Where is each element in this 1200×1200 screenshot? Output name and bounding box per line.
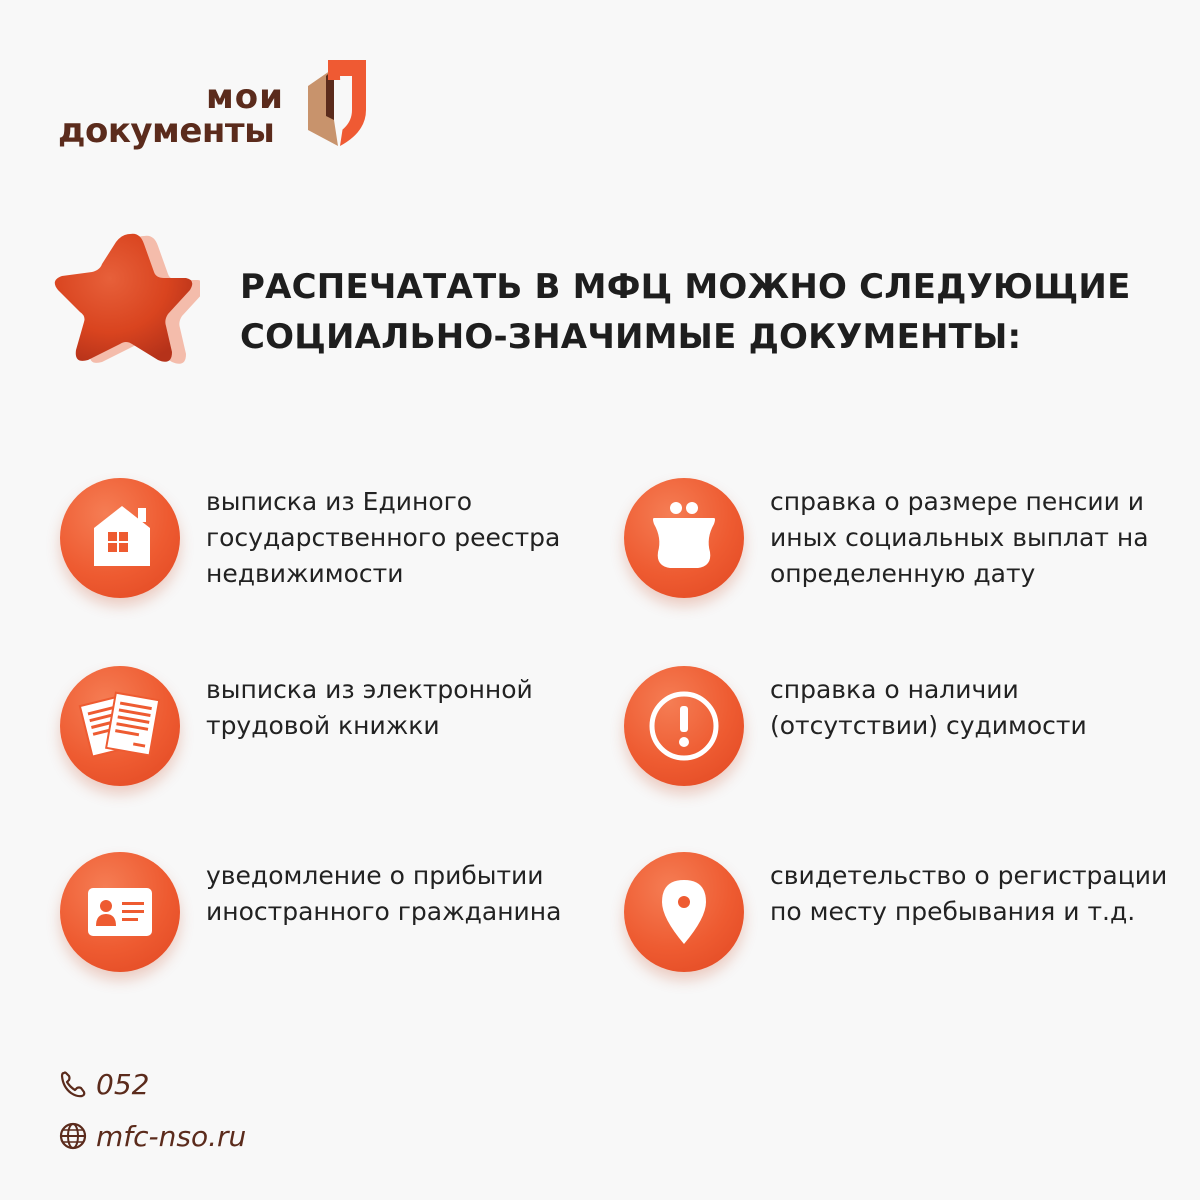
item-icon-circle: [624, 852, 744, 972]
documents-icon: [60, 666, 180, 786]
list-item: [624, 478, 1184, 608]
item-line: иностранного гражданина: [206, 897, 562, 926]
website-link[interactable]: mfc-nso.ru: [96, 1119, 247, 1153]
location-pin-icon: [624, 852, 744, 972]
item-icon-circle: [624, 666, 744, 786]
list-item: [60, 852, 620, 982]
logo-line1: мои: [206, 77, 284, 117]
item-line: выписка из Единого: [206, 487, 473, 516]
logo: [58, 60, 378, 160]
purse-icon: [624, 478, 744, 598]
headline-line1: РАСПЕЧАТАТЬ В МФЦ МОЖНО СЛЕДУЮЩИЕ: [240, 267, 1131, 307]
item-text: [770, 672, 1190, 744]
exclamation-icon: [624, 666, 744, 786]
phone-number[interactable]: 052: [96, 1067, 150, 1101]
item-text: [770, 484, 1190, 592]
star-icon: [50, 228, 200, 368]
item-line: определенную дату: [770, 559, 1036, 588]
item-icon-circle: [60, 852, 180, 972]
list-item: [624, 852, 1184, 982]
item-icon-circle: [624, 478, 744, 598]
globe-icon: [58, 1121, 88, 1151]
item-line: справка о наличии: [770, 675, 1019, 704]
item-line: выписка из электронной: [206, 675, 533, 704]
id-card-icon: [60, 852, 180, 972]
contacts: [58, 1058, 246, 1162]
item-line: свидетельство о регистрации: [770, 861, 1168, 890]
headline-line2: СОЦИАЛЬНО-ЗНАЧИМЫЕ ДОКУМЕНТЫ:: [240, 317, 1022, 357]
list-item: [60, 666, 620, 796]
item-text: [206, 484, 626, 592]
website-row: [58, 1110, 246, 1162]
item-line: (отсутствии) судимости: [770, 711, 1087, 740]
item-icon-circle: [60, 478, 180, 598]
item-line: трудовой книжки: [206, 711, 440, 740]
logo-line2: документы: [58, 111, 275, 151]
item-line: уведомление о прибытии: [206, 861, 544, 890]
logo-mark-icon: [304, 60, 370, 150]
item-line: государственного реестра: [206, 523, 561, 552]
house-icon: [60, 478, 180, 598]
item-icon-circle: [60, 666, 180, 786]
list-item: [624, 666, 1184, 796]
list-item: [60, 478, 620, 608]
item-text: [206, 672, 626, 744]
phone-row: [58, 1058, 246, 1110]
headline: [240, 262, 1160, 362]
item-text: [206, 858, 626, 930]
item-line: справка о размере пенсии и: [770, 487, 1145, 516]
item-text: [770, 858, 1190, 930]
phone-icon: [58, 1069, 88, 1099]
item-line: иных социальных выплат на: [770, 523, 1149, 552]
item-line: недвижимости: [206, 559, 404, 588]
item-line: по месту пребывания и т.д.: [770, 897, 1136, 926]
